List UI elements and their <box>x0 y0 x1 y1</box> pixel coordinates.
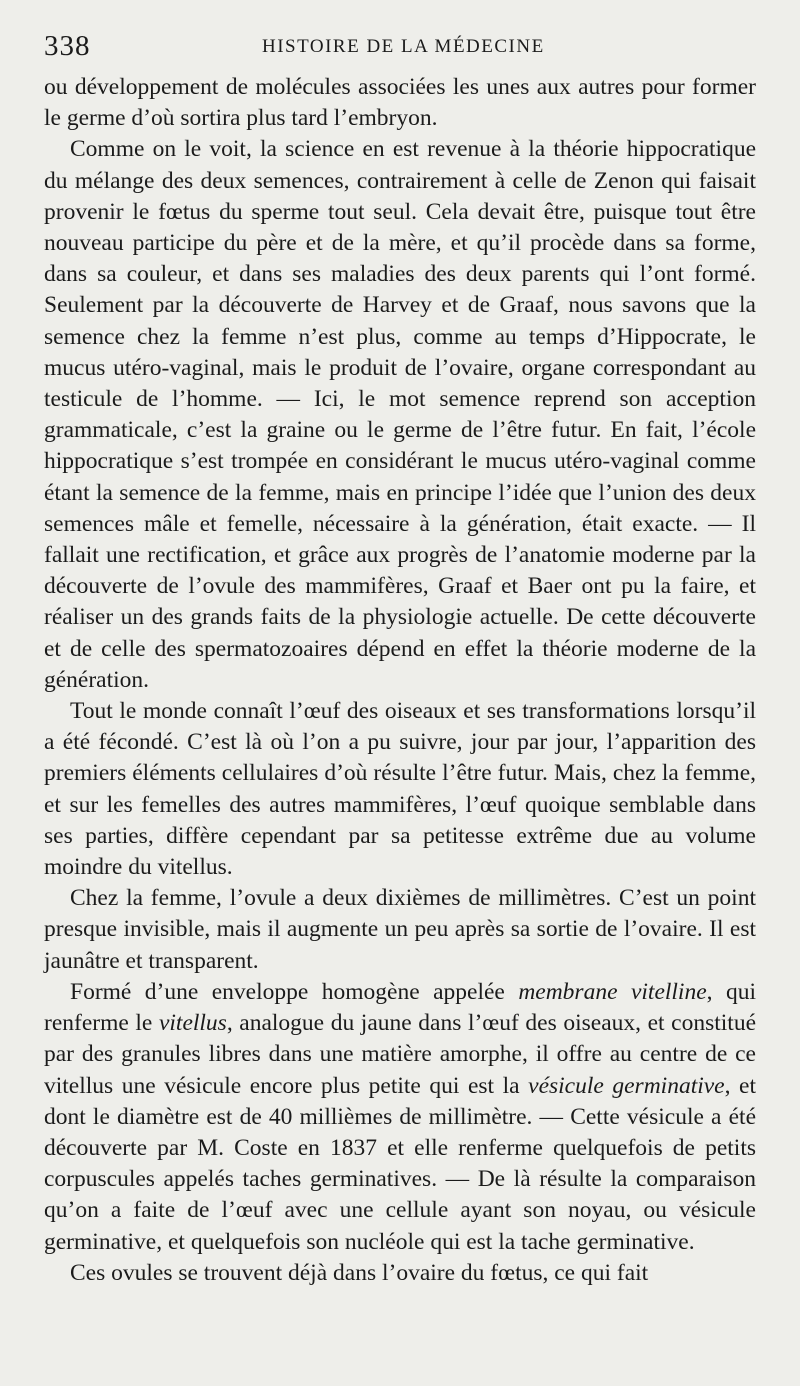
italic-term: membrane vitelline <box>518 978 707 1005</box>
paragraph-4: Chez la femme, l’ovule a deux dixièmes de millimètres. C’est un point presque invisible, mais il augmente un peu après sa sortie de l’ovaire. Il est jaunâtre et transparent. <box>44 885 756 974</box>
paragraph-2: Comme on le voit, la science en est revenue à la théorie hippocratique du mélange des deux semences, contrairement à celle de Zenon qui faisait provenir le fœtus du sperme tout seul. Cela devait être, puisque tout être nouveau participe du père et de la mère, et qu’il procède dans sa forme, dans sa couleur, et dans ses maladies des deux parents qui l’ont formé. Seulement par la découverte de Harvey et de Graaf, nous savons que la semence chez la femme n’est plus, comme au temps d’Hippocrate, le mucus utéro-vaginal, mais le produit de l’ovaire, organe correspondant au testicule de l’homme. — Ici, le mot semence reprend son acception grammaticale, c’est la graine ou le germe de l’être futur. En fait, l’école hippocratique s’est trompée en considérant le mucus utéro-vaginal comme étant la semence de la femme, mais en principe l’idée que l’union des deux semences mâle et femelle, nécessaire à la génération, était exacte. — Il fallait une rectification, et grâce aux progrès de l’anatomie moderne par la découverte de l’ovule des mammifères, Graaf et Baer ont pu la faire, et réaliser un des grands faits de la physiologie actuelle. De cette découverte et de celle des spermatozoaires dépend en effet la théorie moderne de la génération. <box>44 136 756 693</box>
italic-term: vésicule germinative <box>528 1072 725 1099</box>
running-title: HISTOIRE DE LA MÉDECINE <box>262 36 545 57</box>
page-header <box>44 30 756 70</box>
page-number: 338 <box>44 30 91 62</box>
paragraph-3: Tout le monde connaît l’œuf des oiseaux et ses transformations lorsqu’il a été fécondé. C’est là où l’on a pu suivre, jour par jour, l’apparition des premiers éléments cellulaires d’où résulte l’être futur. Mais, chez la femme, et sur les femelles des autres mammifères, l’œuf quoique semblable dans ses parties, diffère cependant par sa petitesse extrême due au volume moindre du vitellus. <box>44 698 756 881</box>
body-text <box>44 72 756 1289</box>
italic-term: vitellus <box>158 1010 227 1037</box>
paragraph-5: Formé d’une enveloppe homogène appelée membrane vitelline, qui renferme le vitellus, analogue du jaune dans l’œuf des oiseaux, et constitué par des granules libres dans une matière amorphe, il offre au centre de ce vitellus une vésicule encore plus petite qui est la vésicule germinative, et dont le diamètre est de 40 millièmes de millimètre. — Cette vésicule a été découverte par M. Coste en 1837 et elle renferme quelquefois de petits corpuscules appelés taches germinatives. — De là résulte la comparaison qu’on a faite de l’œuf avec une cellule ayant son noyau, ou vésicule germinative, et quelquefois son nucléole qui est la tache germinative. <box>44 978 757 1255</box>
paragraph-1: ou développement de molécules associées les unes aux autres pour former le germe d’où sortira plus tard l’embryon. <box>44 74 756 132</box>
paragraph-6: Ces ovules se trouvent déjà dans l’ovaire du fœtus, ce qui fait <box>70 1259 649 1286</box>
